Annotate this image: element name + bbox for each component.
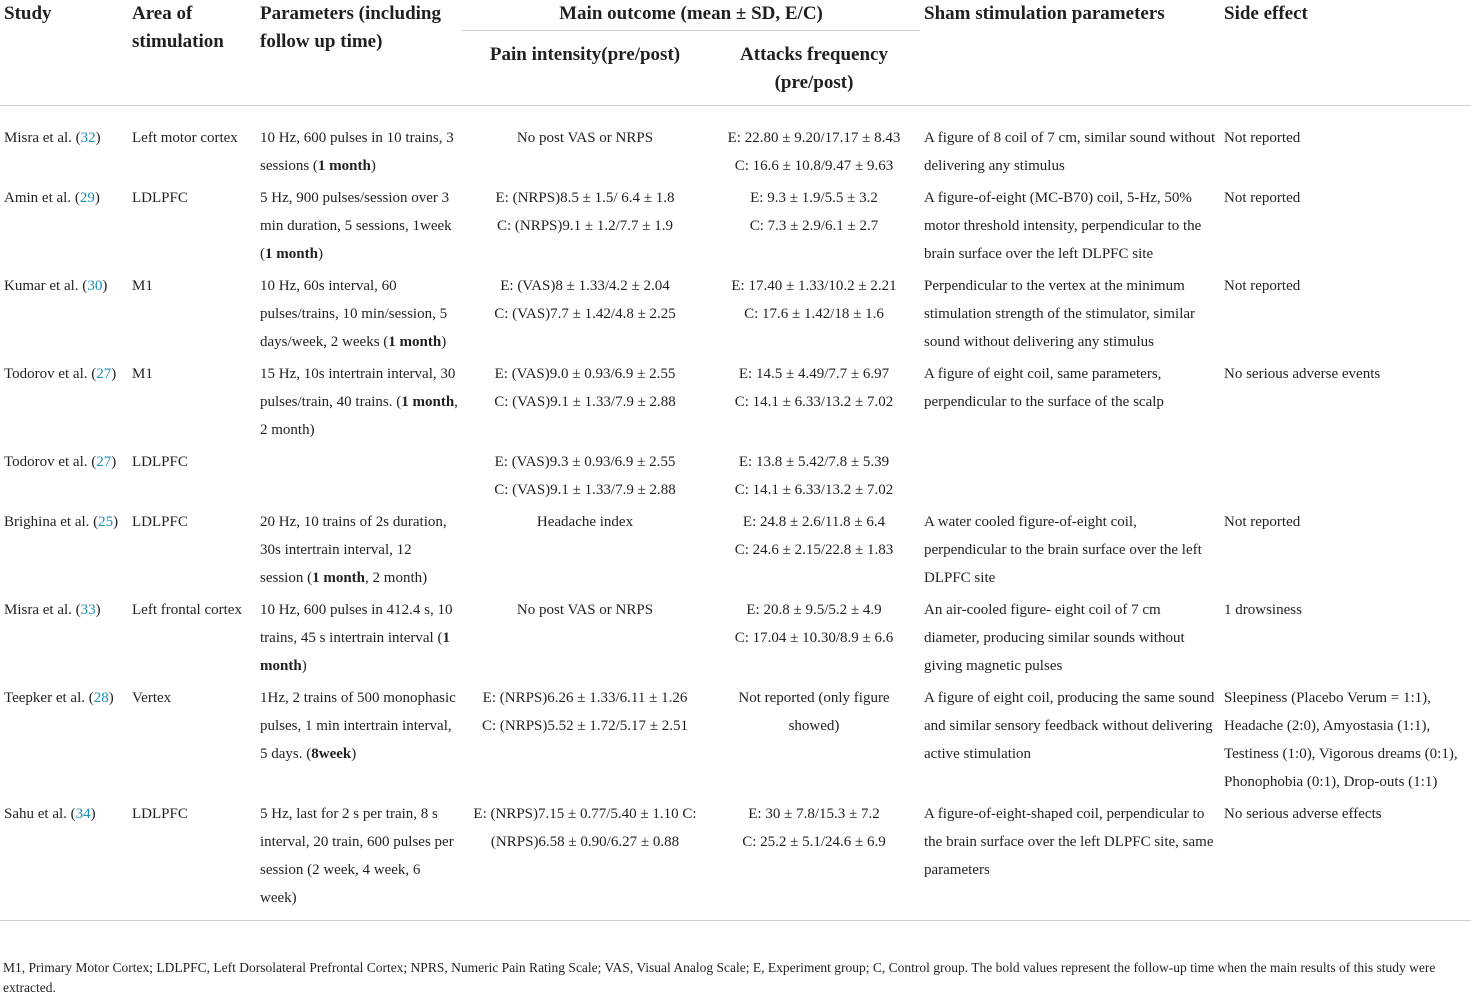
attacks-value: E: 17.40 ± 1.33/10.2 ± 2.21 (731, 278, 897, 294)
cell-side-effect: Not reported (1224, 514, 1301, 530)
study-suffix: ) (108, 690, 114, 706)
cell-parameters (256, 796, 462, 921)
follow-up-bold: 1 month (312, 570, 366, 586)
cell-side-effect: 1 drowsiness (1224, 602, 1302, 618)
cell-attacks-frequency (708, 180, 920, 268)
parameters-text-end: ) (441, 334, 447, 350)
cell-sham: A figure-of-eight (MC-B70) coil, 5-Hz, 50% motor threshold intensity, perpendicular to the brain surface over the left DLPFC site (924, 190, 1202, 262)
study-suffix: ) (94, 190, 100, 206)
parameters-text: 10 Hz, 60s interval, 60 pulses/trains, 10 min/session, 5 days/week, 2 weeks ( (260, 278, 448, 350)
parameters-text-end: ) (351, 746, 357, 762)
cell-attacks-frequency (708, 592, 920, 680)
cell-sham: A figure of eight coil, producing the same sound and similar sensory feedback without delivering active stimulation (924, 690, 1215, 762)
reference-link[interactable]: 34 (75, 806, 91, 822)
cell-sham: A figure-of-eight-shaped coil, perpendicular to the brain surface over the left DLPFC site, same parameters (920, 796, 1220, 921)
table-row (0, 592, 1471, 680)
attacks-value: E: 9.3 ± 1.9/5.5 ± 3.2 (750, 190, 878, 206)
attacks-value: E: 13.8 ± 5.42/7.8 ± 5.39 (738, 454, 890, 470)
study-suffix: ) (111, 366, 117, 382)
study-name: Kumar et al. ( (4, 278, 88, 294)
parameters-text-end: ) (370, 158, 376, 174)
attacks-value: E: 30 ± 7.8/15.3 ± 7.2 (748, 806, 880, 822)
table-row (0, 444, 1471, 504)
study-suffix: ) (113, 514, 119, 530)
parameters-text: 10 Hz, 600 pulses in 10 trains, 3 sessions ( (260, 130, 454, 174)
cell-sham: A figure of eight coil, same parameters, perpendicular to the surface of the scalp (924, 366, 1164, 410)
cell-area: Vertex (132, 690, 172, 706)
study-suffix: ) (95, 130, 101, 146)
parameters-text: 10 Hz, 600 pulses in 412.4 s, 10 trains, 45 s intertrain interval ( (260, 602, 453, 646)
cell-parameters (256, 680, 462, 796)
header-main-outcome: Main outcome (mean ± SD, E/C) (462, 0, 920, 31)
attacks-value: C: 24.6 ± 2.15/22.8 ± 1.83 (734, 542, 894, 558)
parameters-text-end: ) (301, 658, 307, 674)
table-row (0, 680, 1471, 796)
follow-up-bold: 1 month (401, 394, 455, 410)
reference-link[interactable]: 29 (79, 190, 95, 206)
cell-side-effect: Sleepiness (Placebo Verum = 1:1), Headache (2:0), Amyostasia (1:1), Testiness (1:0), Vigorous dreams (0:1), Phonophobia (0:1), Drop-outs (1:1) (1224, 690, 1458, 790)
reference-link[interactable]: 27 (96, 366, 112, 382)
cell-attacks-frequency (708, 680, 920, 796)
header-sham: Sham stimulation parameters (920, 0, 1220, 106)
cell-area: M1 (132, 366, 153, 382)
pain-value: E: (NRPS)7.15 ± 0.77/5.40 ± 1.10 C: (NRPS)6.58 ± 0.90/6.27 ± 0.88 (473, 806, 697, 850)
study-name: Misra et al. ( (4, 130, 81, 146)
cell-study (0, 444, 128, 504)
cell-side-effect: No serious adverse events (1224, 366, 1381, 382)
parameters-text-end: ) (317, 246, 323, 262)
parameters-text-end: , 2 month) (365, 570, 428, 586)
cell-pain-intensity (462, 180, 708, 268)
pain-value: No post VAS or NRPS (516, 130, 654, 146)
reference-link[interactable]: 27 (96, 454, 112, 470)
table-row (0, 504, 1471, 592)
attacks-value: E: 20.8 ± 9.5/5.2 ± 4.9 (746, 602, 882, 618)
cell-attacks-frequency (708, 444, 920, 504)
pain-value: C: (NRPS)5.52 ± 1.72/5.17 ± 2.51 (481, 718, 689, 734)
cell-pain-intensity (462, 268, 708, 356)
parameters-text: 15 Hz, 10s intertrain interval, 30 pulses/train, 40 trains. ( (260, 366, 456, 410)
parameters-text: 5 Hz, last for 2 s per train, 8 s interval, 20 train, 600 pulses per session (2 week, 4 week, 6 week) (260, 806, 454, 906)
table-row (0, 796, 1471, 921)
header-area: Area of stimulation (128, 0, 256, 106)
cell-side-effect: Not reported (1224, 130, 1301, 146)
cell-study (0, 592, 128, 680)
follow-up-bold: 8week (311, 746, 352, 762)
cell-attacks-frequency (708, 356, 920, 444)
study-name: Sahu et al. ( (4, 806, 76, 822)
follow-up-bold: 1 month (260, 630, 450, 674)
study-name: Teepker et al. ( (4, 690, 94, 706)
cell-study (0, 356, 128, 444)
attacks-value: C: 25.2 ± 5.1/24.6 ± 6.9 (742, 834, 886, 850)
table-row (0, 268, 1471, 356)
attacks-value: C: 16.6 ± 10.8/9.47 ± 9.63 (734, 158, 894, 174)
cell-study (0, 504, 128, 592)
cell-parameters (256, 268, 462, 356)
follow-up-bold: 1 month (317, 158, 371, 174)
cell-parameters (256, 592, 462, 680)
parameters-text: 5 Hz, 900 pulses/session over 3 min duration, 5 sessions, 1week ( (260, 190, 452, 262)
cell-parameters (256, 444, 462, 504)
cell-pain-intensity (462, 796, 708, 921)
header-side-effect: Side effect (1220, 0, 1471, 106)
parameters-text: 1Hz, 2 trains of 500 monophasic pulses, 1 min intertrain interval, 5 days. ( (260, 690, 456, 762)
cell-area: LDLPFC (132, 514, 188, 530)
reference-link[interactable]: 25 (98, 514, 114, 530)
attacks-value: E: 22.80 ± 9.20/17.17 ± 8.43 (727, 130, 901, 146)
pain-value: No post VAS or NRPS (516, 602, 654, 618)
cell-sham: A water cooled figure-of-eight coil, perpendicular to the brain surface over the left DLPFC site (924, 514, 1202, 586)
cell-study (0, 268, 128, 356)
cell-side-effect: Not reported (1224, 190, 1301, 206)
attacks-value: C: 14.1 ± 6.33/13.2 ± 7.02 (734, 394, 894, 410)
reference-link[interactable]: 30 (87, 278, 103, 294)
attacks-value: C: 17.6 ± 1.42/18 ± 1.6 (744, 306, 884, 322)
parameters-text: 20 Hz, 10 trains of 2s duration, 30s intertrain interval, 12 session ( (260, 514, 447, 586)
header-pain-intensity: Pain intensity(pre/post) (462, 31, 708, 106)
follow-up-bold: 1 month (265, 246, 318, 262)
table-body (0, 106, 1471, 921)
header-parameters: Parameters (including follow up time) (256, 0, 462, 106)
pain-value: Headache index (536, 514, 634, 530)
reference-link[interactable]: 32 (80, 130, 96, 146)
pain-value: C: (VAS)9.1 ± 1.33/7.9 ± 2.88 (494, 482, 676, 498)
attacks-value: C: 7.3 ± 2.9/6.1 ± 2.7 (749, 218, 879, 234)
study-name: Todorov et al. ( (4, 454, 97, 470)
cell-sham: A figure of 8 coil of 7 cm, similar sound without delivering any stimulus (924, 130, 1216, 174)
cell-study (0, 180, 128, 268)
pain-value: C: (VAS)7.7 ± 1.42/4.8 ± 2.25 (494, 306, 676, 322)
cell-sham (920, 444, 1220, 504)
cell-area: Left frontal cortex (132, 602, 242, 618)
parameters-text-end: , 2 month) (260, 394, 458, 438)
pain-value: E: (NRPS)8.5 ± 1.5/ 6.4 ± 1.8 (495, 190, 675, 206)
cell-pain-intensity (462, 106, 708, 181)
table-footnote: M1, Primary Motor Cortex; LDLPFC, Left Dorsolateral Prefrontal Cortex; NPRS, Numeric Pain Rating Scale; VAS, Visual Analog Scale; E, Experiment group; C, Control group. The bold values represent the follow-up time when the main results of this study were extracted. (3, 960, 1436, 995)
study-name: Todorov et al. ( (4, 366, 97, 382)
cell-pain-intensity (462, 444, 708, 504)
cell-pain-intensity (462, 356, 708, 444)
cell-sham: Perpendicular to the vertex at the minimum stimulation strength of the stimulator, similar sound without delivering any stimulus (924, 278, 1196, 350)
cell-area: Left motor cortex (132, 130, 238, 146)
pain-value: E: (VAS)9.0 ± 0.93/6.9 ± 2.55 (494, 366, 676, 382)
cell-side-effect (1220, 444, 1471, 504)
cell-pain-intensity (462, 592, 708, 680)
cell-area: LDLPFC (132, 190, 188, 206)
cell-area: LDLPFC (132, 454, 188, 470)
study-name: Misra et al. ( (4, 602, 81, 618)
cell-study (0, 796, 128, 921)
cell-parameters (256, 180, 462, 268)
table-row (0, 180, 1471, 268)
attacks-value: C: 14.1 ± 6.33/13.2 ± 7.02 (734, 482, 894, 498)
study-suffix: ) (102, 278, 108, 294)
cell-side-effect: Not reported (1224, 278, 1301, 294)
cell-sham: An air-cooled figure- eight coil of 7 cm diameter, producing similar sounds without giving magnetic pulses (924, 602, 1185, 674)
reference-link[interactable]: 28 (93, 690, 109, 706)
attacks-value: Not reported (only figure showed) (738, 690, 890, 734)
cell-study (0, 106, 128, 181)
cell-attacks-frequency (708, 504, 920, 592)
pain-value: C: (NRPS)9.1 ± 1.2/7.7 ± 1.9 (496, 218, 674, 234)
reference-link[interactable]: 33 (80, 602, 96, 618)
cell-parameters (256, 356, 462, 444)
cell-parameters (256, 504, 462, 592)
pain-value: E: (NRPS)6.26 ± 1.33/6.11 ± 1.26 (482, 690, 688, 706)
study-name: Amin et al. ( (4, 190, 80, 206)
study-suffix: ) (90, 806, 96, 822)
header-attacks-frequency: Attacks frequency (pre/post) (708, 31, 920, 106)
attacks-value: E: 24.8 ± 2.6/11.8 ± 6.4 (742, 514, 886, 530)
cell-attacks-frequency (708, 796, 920, 921)
pain-value: C: (VAS)9.1 ± 1.33/7.9 ± 2.88 (494, 394, 676, 410)
cell-attacks-frequency (708, 268, 920, 356)
pain-value: E: (VAS)9.3 ± 0.93/6.9 ± 2.55 (494, 454, 676, 470)
cell-pain-intensity (462, 680, 708, 796)
cell-pain-intensity (462, 504, 708, 592)
cell-parameters (256, 106, 462, 181)
cell-area: LDLPFC (128, 796, 256, 921)
study-suffix: ) (111, 454, 117, 470)
cell-study (0, 680, 128, 796)
table-row (0, 106, 1471, 181)
follow-up-bold: 1 month (388, 334, 442, 350)
attacks-value: C: 17.04 ± 10.30/8.9 ± 6.6 (734, 630, 894, 646)
table-row (0, 356, 1471, 444)
cell-side-effect: No serious adverse effects (1220, 796, 1471, 921)
study-name: Brighina et al. ( (4, 514, 99, 530)
cell-area: M1 (132, 278, 153, 294)
study-suffix: ) (95, 602, 101, 618)
attacks-value: E: 14.5 ± 4.49/7.7 ± 6.97 (738, 366, 890, 382)
header-study: Study (0, 0, 128, 106)
cell-attacks-frequency (708, 106, 920, 181)
pain-value: E: (VAS)8 ± 1.33/4.2 ± 2.04 (500, 278, 670, 294)
